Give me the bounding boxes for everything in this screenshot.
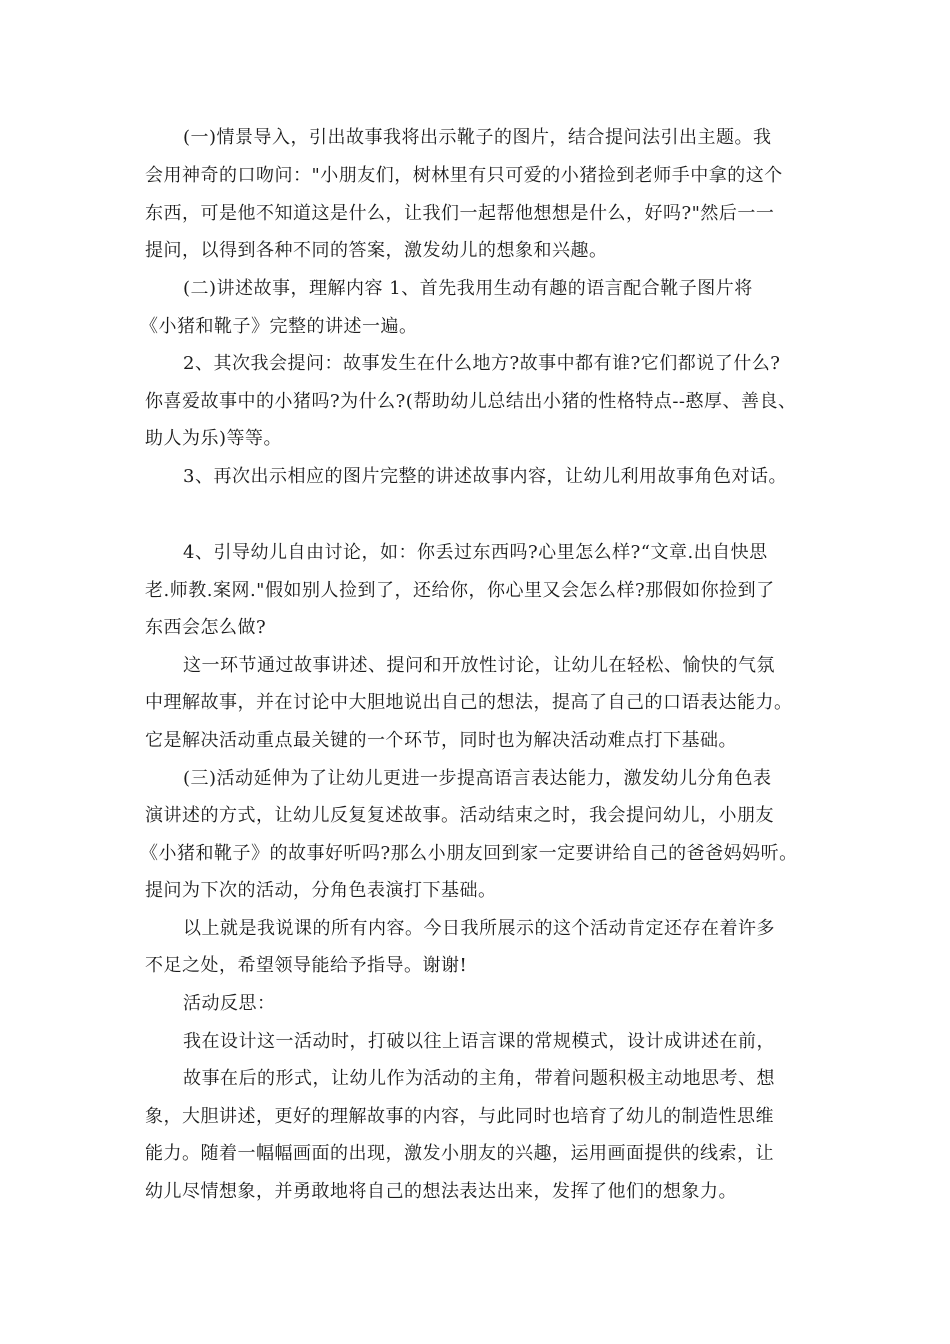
text-line: 老.师教.案网."假如别人捡到了，还给你，你心里又会怎么样?那假如你捡到了 [145,580,775,601]
text-line: (二)讲述故事，理解内容 1、首先我用生动有趣的语言配合靴子图片将 [183,278,753,299]
text-line: 这一环节通过故事讲述、提问和开放性讨论，让幼儿在轻松、愉快的气氛 [183,655,775,676]
text-line: 东西，可是他不知道这是什么，让我们一起帮他想想是什么，好吗?"然后一一 [145,203,775,224]
text-line: 4、引导幼儿自由讨论，如：你丢过东西吗?心里怎么样?“文章.出自快思 [183,542,768,563]
text-line: 不足之处，希望领导能给予指导。谢谢! [145,955,468,976]
text-line: 象，大胆讲述，更好的理解故事的内容，与此同时也培育了幼儿的制造性思维 [145,1106,774,1127]
text-line: 提问为下次的活动，分角色表演打下基础。 [145,880,497,901]
text-line: 它是解决活动重点最关键的一个环节，同时也为解决活动难点打下基础。 [145,730,737,751]
text-line: 能力。随着一幅幅画面的出现，激发小朋友的兴趣，运用画面提供的线索，让 [145,1143,774,1164]
text-line: (三)活动延伸为了让幼儿更进一步提高语言表达能力，激发幼儿分角色表 [183,768,772,789]
text-line: 《小猪和靴子》的故事好听吗?那么小朋友回到家一定要讲给自己的爸爸妈妈听。 [140,843,798,864]
text-line: 你喜爱故事中的小猪吗?为什么?(帮助幼儿总结出小猪的性格特点--憨厚、善良、 [145,391,797,412]
section-heading: 活动反思： [183,993,276,1014]
text-line: 3、再次出示相应的图片完整的讲述故事内容，让幼儿利用故事角色对话。 [183,466,787,487]
text-line: 我在设计这一活动时，打破以往上语言课的常规模式，设计成讲述在前， [183,1031,775,1052]
text-line: 《小猪和靴子》完整的讲述一遍。 [140,316,418,337]
text-line: 会用神奇的口吻问："小朋友们，树林里有只可爱的小猪捡到老师手中拿的这个 [145,165,783,186]
text-line: 提问，以得到各种不同的答案，激发幼儿的想象和兴趣。 [145,240,608,261]
text-line: 2、其次我会提问：故事发生在什么地方?故事中都有谁?它们都说了什么? [183,353,781,374]
text-line: 助人为乐)等等。 [145,428,283,449]
text-line: (一)情景导入，引出故事我将出示靴子的图片，结合提问法引出主题。我 [183,127,772,148]
text-line: 东西会怎么做? [145,617,267,638]
text-line: 幼儿尽情想象，并勇敢地将自己的想法表达出来，发挥了他们的想象力。 [145,1181,737,1202]
text-line: 演讲述的方式，让幼儿反复复述故事。活动结束之时，我会提问幼儿，小朋友 [145,805,774,826]
text-line: 中理解故事，并在讨论中大胆地说出自己的想法，提高了自己的口语表达能力。 [145,692,793,713]
text-line: 故事在后的形式，让幼儿作为活动的主角，带着问题积极主动地思考、想 [183,1068,775,1089]
text-line: 以上就是我说课的所有内容。今日我所展示的这个活动肯定还存在着许多 [183,918,775,939]
